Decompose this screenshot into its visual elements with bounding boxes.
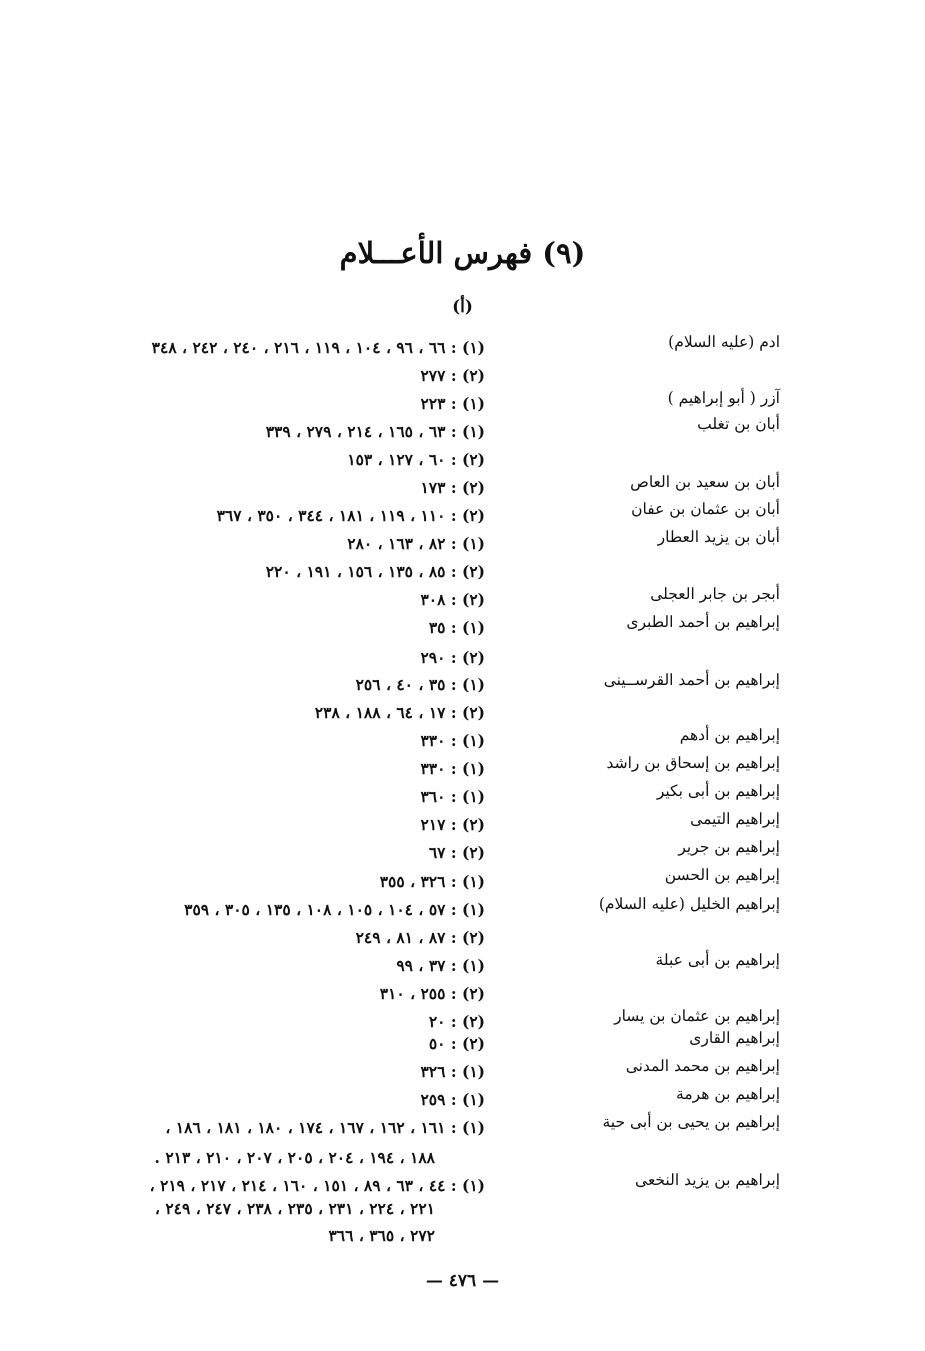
entry-refs: (١) : ٣٧ ، ٩٩ xyxy=(396,956,485,975)
entry-refs: (٢) : ٢١٧ xyxy=(420,815,485,834)
entry-name: أبان بن تغلب xyxy=(697,415,780,433)
entry-name: إبراهيم بن يزيد النخعى xyxy=(635,1171,780,1189)
entry-name: إبراهيم بن أحمد القرســينى xyxy=(603,671,780,689)
entry-refs: (٢) : ٥٠ xyxy=(428,1034,485,1053)
entry-refs: (٢) : ٢٥٥ ، ٣١٠ xyxy=(379,984,485,1003)
entry-name: إبراهيم بن أبى بكير xyxy=(656,782,780,800)
entry-name: إبراهيم بن محمد المدنى xyxy=(625,1057,780,1075)
entry-refs: ٢٧٢ ، ٣٦٥ ، ٣٦٦ xyxy=(328,1226,435,1245)
entry-refs: (١) : ٦٣ ، ١٦٥ ، ٢١٤ ، ٢٧٩ ، ٣٣٩ xyxy=(265,422,485,441)
entry-refs: (٢) : ٢٧٧ xyxy=(420,366,485,385)
entry-refs: (١) : ٨٢ ، ١٦٣ ، ٢٨٠ xyxy=(347,534,485,553)
entry-name: أبان بن سعيد بن العاص xyxy=(630,473,780,491)
entry-name: إبراهيم بن أبى عبلة xyxy=(655,951,780,969)
entry-refs: (١) : ٣٢٦ ، ٣٥٥ xyxy=(379,872,485,891)
index-title: (٩) فهرس الأعـــلام xyxy=(339,236,586,270)
entry-refs: (١) : ٢٢٣ xyxy=(420,394,485,413)
entry-refs: (٢) : ٨٧ ، ٨١ ، ٢٤٩ xyxy=(355,928,485,947)
entry-refs: ١٨٨ ، ١٩٤ ، ٢٠٤ ، ٢٠٥ ، ٢٠٧ ، ٢١٠ ، ٢١٣ . xyxy=(154,1148,435,1167)
entry-refs: (٢) : ١٧٣ xyxy=(420,478,485,497)
entry-name: إبراهيم بن أدهم xyxy=(679,726,780,744)
entry-refs: (٢) : ٣٠٨ xyxy=(420,590,485,609)
page-number: — ٤٧٦ — xyxy=(425,1271,500,1291)
entry-name: إبراهيم بن يحيى بن أبى حية xyxy=(602,1113,780,1131)
entry-refs: (٢) : ٨٥ ، ١٣٥ ، ١٥٦ ، ١٩١ ، ٢٢٠ xyxy=(265,562,485,581)
entry-name: إبراهيم الخليل (عليه السلام) xyxy=(598,895,780,913)
entry-name: إبراهيم بن عثمان بن يسار xyxy=(614,1007,780,1025)
entry-name: أبان بن يزيد العطار xyxy=(657,528,780,546)
entry-name: إبراهيم بن هرمة xyxy=(676,1085,780,1103)
entry-name: إبراهيم التيمى xyxy=(690,810,780,828)
entry-name: إبراهيم بن أحمد الطبرى xyxy=(626,613,780,631)
entry-refs: (١) : ٣٥ xyxy=(428,618,485,637)
entry-name: إبراهيم القارى xyxy=(689,1029,780,1047)
entry-name: إبراهيم بن الحسن xyxy=(664,866,780,884)
entry-name: إبراهيم بن جرير xyxy=(678,838,780,856)
entry-name: أبان بن عثمان بن عفان xyxy=(631,500,780,518)
section-letter: (أ) xyxy=(452,297,473,317)
entry-refs: (١) : ٣٦٠ xyxy=(420,787,485,806)
entry-refs: (١) : ٣٥ ، ٤٠ ، ٢٥٦ xyxy=(355,675,485,694)
entry-refs: (٢) : ٦٠ ، ١٢٧ ، ١٥٣ xyxy=(347,450,485,469)
entry-refs: (١) : ٣٣٠ xyxy=(420,731,485,750)
entry-refs: (٢) : ٦٧ xyxy=(428,843,485,862)
entry-name: إبراهيم بن إسحاق بن راشد xyxy=(606,754,780,772)
entry-refs: (٢) : ١٧ ، ٦٤ ، ١٨٨ ، ٢٣٨ xyxy=(314,703,485,722)
entry-name: آزر ( أبو إبراهيم ) xyxy=(667,389,780,407)
entry-refs: (٢) : ١١٠ ، ١١٩ ، ١٨١ ، ٣٤٤ ، ٣٥٠ ، ٣٦٧ xyxy=(216,506,485,525)
entry-refs: (٢) : ٢٩٠ xyxy=(420,648,485,667)
entry-refs: (١) : ١٦١ ، ١٦٢ ، ١٦٧ ، ١٧٤ ، ١٨٠ ، ١٨١ ، ١٨٦ ، xyxy=(165,1118,485,1137)
entry-refs: (١) : ٥٧ ، ١٠٤ ، ١٠٥ ، ١٠٨ ، ١٣٥ ، ٣٠٥ ، ٣٥٩ xyxy=(184,900,485,919)
entry-refs: (١) : ٣٢٦ xyxy=(420,1062,485,1081)
entry-name: أبجر بن جابر العجلى xyxy=(650,585,780,603)
entry-refs: (١) : ٦٦ ، ٩٦ ، ١٠٤ ، ١١٩ ، ٢١٦ ، ٢٤٠ ، ٢٤٢ ، ٣٤٨ xyxy=(151,338,485,357)
entry-refs: (١) : ٢٥٩ xyxy=(420,1090,485,1109)
entry-refs: ٢٢١ ، ٢٢٤ ، ٢٣١ ، ٢٣٥ ، ٢٣٨ ، ٢٤٧ ، ٢٤٩ ، xyxy=(154,1199,435,1218)
entry-refs: (١) : ٣٣٠ xyxy=(420,759,485,778)
entry-refs: (١) : ٤٤ ، ٦٣ ، ٨٩ ، ١٥١ ، ١٦٠ ، ٢١٤ ، ٢١٧ ، ٢١٩ ، xyxy=(149,1176,485,1195)
entry-refs: (٢) : ٢٠ xyxy=(428,1012,485,1031)
entry-name: ادم (عليه السلام) xyxy=(668,333,780,351)
